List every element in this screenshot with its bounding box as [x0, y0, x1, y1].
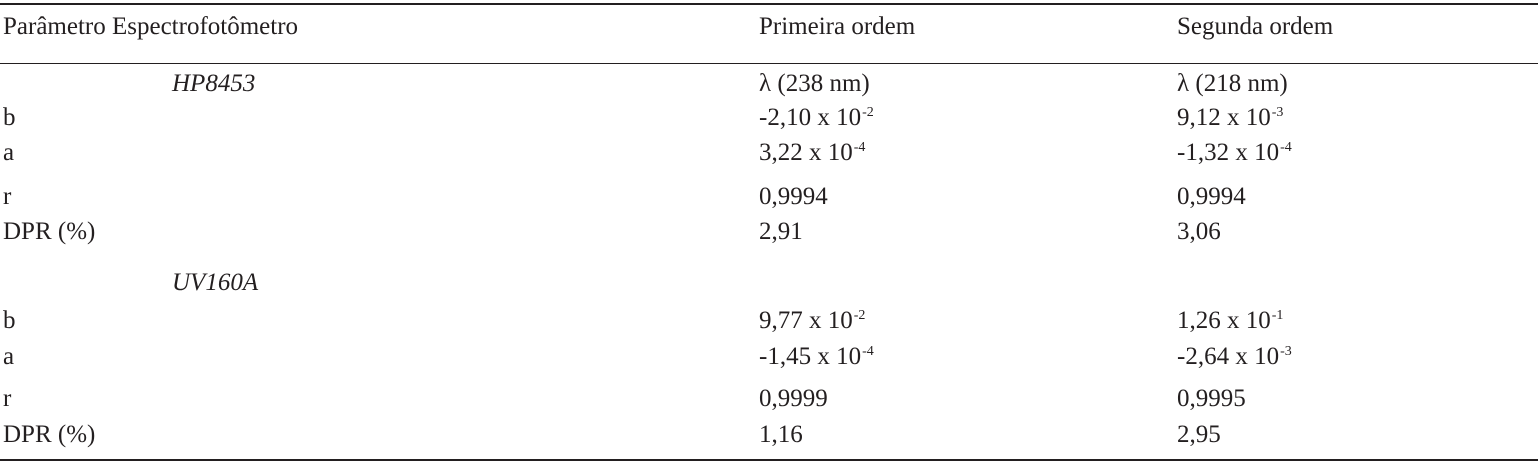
wavelength-first-order: λ (238 nm): [759, 70, 870, 97]
value-first-order: 3,22 x $10^{-4}$: [759, 139, 866, 166]
section-instrument: HP8453: [172, 70, 256, 97]
table-header-rule: [0, 63, 1538, 64]
row-param: DPR (%): [3, 218, 96, 245]
header-parameter: Parâmetro Espectrofotômetro: [3, 13, 299, 40]
value-second-order: 9,12 x $10^{-3}$: [1177, 104, 1284, 131]
header-second-order: Segunda ordem: [1177, 13, 1334, 40]
value-first-order: 9,77 x $10^{-2}$: [759, 307, 866, 334]
value-second-order: 3,06: [1177, 218, 1221, 245]
value-first-order: 1,16: [759, 421, 803, 448]
table-top-rule: [0, 3, 1538, 5]
row-param: a: [3, 343, 15, 370]
row-param: b: [3, 104, 16, 131]
value-second-order: -1,32 x $10^{-4}$: [1177, 139, 1292, 166]
row-param: r: [3, 183, 12, 210]
row-param: DPR (%): [3, 421, 96, 448]
value-second-order: -2,64 x $10^{-3}$: [1177, 343, 1292, 370]
row-param: a: [3, 139, 15, 166]
value-second-order: 0,9995: [1177, 385, 1246, 412]
value-first-order: -1,45 x $10^{-4}$: [759, 343, 874, 370]
header-first-order: Primeira ordem: [759, 13, 916, 40]
wavelength-second-order: λ (218 nm): [1177, 70, 1288, 97]
value-first-order: 2,91: [759, 218, 803, 245]
table-bottom-rule: [0, 459, 1538, 461]
value-second-order: 2,95: [1177, 421, 1221, 448]
section-instrument: UV160A: [172, 269, 259, 296]
row-param: r: [3, 385, 12, 412]
value-second-order: 1,26 x $10^{-1}$: [1177, 307, 1284, 334]
row-param: b: [3, 307, 16, 334]
value-first-order: 0,9999: [759, 385, 828, 412]
value-first-order: -2,10 x $10^{-2}$: [759, 104, 874, 131]
value-second-order: 0,9994: [1177, 183, 1246, 210]
value-first-order: 0,9994: [759, 183, 828, 210]
